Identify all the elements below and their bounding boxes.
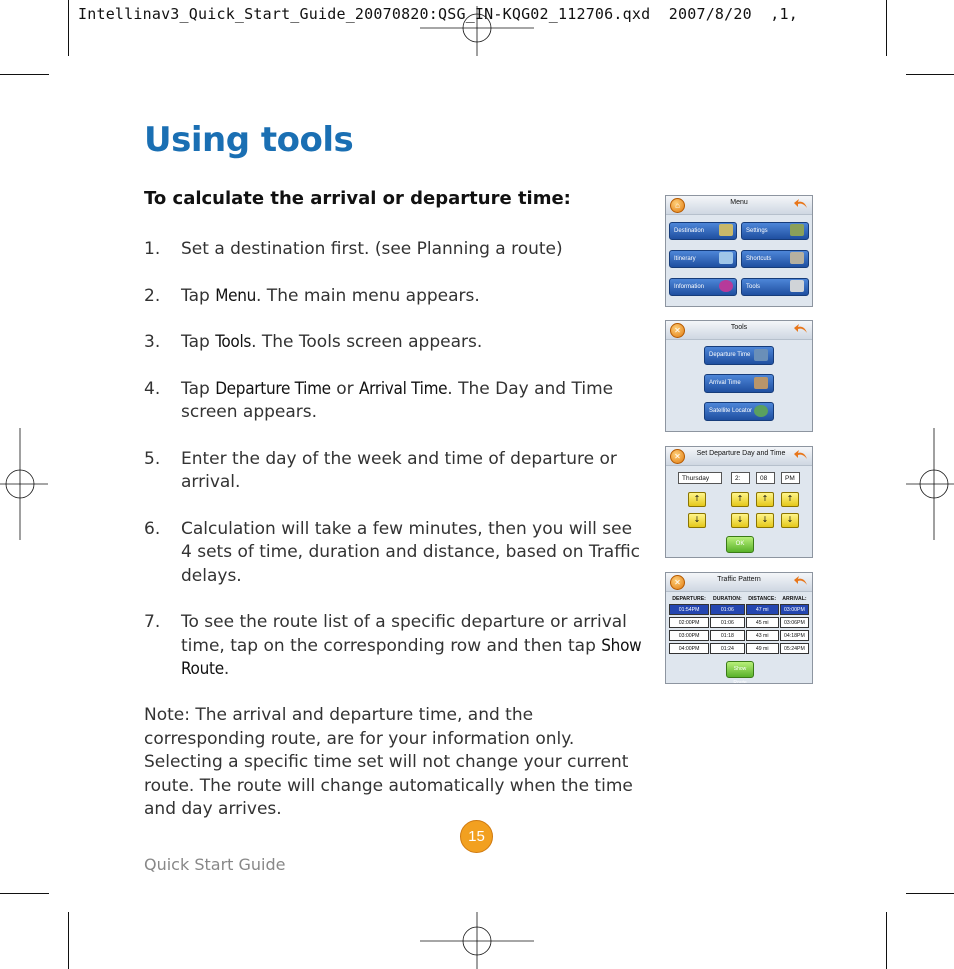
minute-field[interactable]: 08 — [756, 472, 775, 484]
itinerary-icon — [719, 252, 733, 264]
column-header: DURATION: — [712, 596, 742, 602]
table-cell: 49 mi — [746, 643, 779, 654]
show-route-button[interactable]: Show Route — [726, 661, 754, 678]
table-cell: 01:54PM — [669, 604, 709, 615]
day-down-arrow-icon[interactable]: ↓ — [688, 513, 706, 528]
tools-button[interactable]: Tools — [741, 278, 809, 296]
ampm-field[interactable]: PM — [781, 472, 800, 484]
home-icon: ⌂ — [670, 198, 685, 213]
ui-term-menu: Menu — [215, 285, 256, 306]
back-arrow-icon — [794, 324, 808, 335]
day-field[interactable]: Thursday — [678, 472, 722, 484]
crop-mark — [0, 74, 49, 75]
table-cell: 01:18 — [710, 630, 744, 641]
table-row[interactable] — [669, 630, 809, 641]
shortcuts-icon — [790, 252, 804, 264]
section-subhead: To calculate the arrival or departure time: — [144, 188, 571, 209]
ui-term-tools: Tools — [215, 332, 252, 352]
screen-title-bar — [666, 196, 812, 215]
minute-up-arrow-icon[interactable]: ↑ — [756, 492, 774, 507]
column-header: DISTANCE: — [748, 596, 777, 602]
table-cell: 03:00PM — [780, 604, 809, 615]
screenshot-traffic-pattern — [665, 572, 813, 684]
table-cell: 04:00PM — [669, 643, 709, 654]
hour-field[interactable]: 2: — [731, 472, 750, 484]
table-cell: 45 mi — [746, 617, 779, 628]
footer-label: Quick Start Guide — [144, 855, 286, 874]
step-text: . — [223, 659, 230, 679]
table-row[interactable] — [669, 617, 809, 628]
step-text: . The Tools screen appears. — [251, 332, 483, 352]
crop-mark — [886, 0, 887, 56]
screen-title-bar — [666, 573, 812, 592]
step-text: Enter the day of the week and time of departure or arrival. — [181, 448, 617, 492]
table-cell: 05:24PM — [780, 643, 809, 654]
hour-down-arrow-icon[interactable]: ↓ — [731, 513, 749, 528]
step-number: 5. — [144, 448, 161, 469]
screen-title: Traffic Pattern — [717, 576, 761, 583]
hour-up-arrow-icon[interactable]: ↑ — [731, 492, 749, 507]
table-cell: 01:24 — [710, 643, 744, 654]
table-cell: 03:06PM — [780, 617, 809, 628]
ampm-up-arrow-icon[interactable]: ↑ — [781, 492, 799, 507]
ui-term-departure-time: Departure Time — [215, 378, 331, 399]
map-icon — [719, 224, 733, 236]
minute-down-arrow-icon[interactable]: ↓ — [756, 513, 774, 528]
ui-term-arrival-time: Arrival Time — [359, 378, 448, 399]
house-icon — [754, 377, 768, 389]
step-item — [144, 331, 644, 355]
ok-button[interactable]: OK — [726, 536, 754, 553]
arrival-time-button[interactable]: Arrival Time — [704, 374, 774, 393]
step-text: To see the route list of a specific departure or arrival time, tap on the corresponding row and then tap — [181, 612, 627, 656]
settings-button[interactable]: Settings — [741, 222, 809, 240]
back-arrow-icon — [794, 199, 808, 210]
steps-list — [144, 238, 644, 705]
table-cell: 02:00PM — [669, 617, 709, 628]
settings-tools-icon — [790, 224, 804, 236]
table-cell: 04:18PM — [780, 630, 809, 641]
close-icon: ✕ — [670, 323, 685, 338]
step-text: or — [330, 378, 359, 399]
step-item — [144, 378, 644, 425]
step-item — [144, 238, 644, 262]
shortcuts-button[interactable]: Shortcuts — [741, 250, 809, 268]
step-text: . The Day and Time screen appears. — [181, 378, 614, 422]
wrench-icon — [790, 280, 804, 292]
information-button[interactable]: Information — [669, 278, 737, 296]
ampm-down-arrow-icon[interactable]: ↓ — [781, 513, 799, 528]
crop-mark — [68, 0, 69, 56]
crop-mark — [886, 912, 887, 969]
car-icon — [754, 349, 768, 361]
satellite-locator-button[interactable]: Satellite Locator — [704, 402, 774, 421]
step-number: 2. — [144, 285, 161, 306]
step-text: Tap — [181, 285, 216, 306]
step-text: Tap — [181, 332, 216, 352]
column-header: ARRIVAL: — [782, 596, 807, 602]
satellite-globe-icon — [754, 405, 768, 417]
back-arrow-icon — [794, 450, 808, 461]
table-cell: 01:06 — [710, 617, 744, 628]
table-cell: 03:00PM — [669, 630, 709, 641]
step-text: . The main menu appears. — [256, 285, 480, 306]
table-cell: 47 mi — [746, 604, 779, 615]
step-text: Calculation will take a few minutes, then you will see 4 sets of time, duration and distance, based on Traffic delays. — [181, 518, 641, 586]
departure-time-button[interactable]: Departure Time — [704, 346, 774, 365]
screenshot-tools — [665, 320, 813, 432]
step-item — [144, 611, 644, 682]
step-number: 7. — [144, 612, 161, 632]
screenshot-day-time — [665, 446, 813, 558]
step-item — [144, 285, 644, 309]
screen-title: Tools — [730, 324, 748, 331]
table-row[interactable] — [669, 643, 809, 654]
itinerary-button[interactable]: Itinerary — [669, 250, 737, 268]
step-number: 1. — [144, 239, 161, 259]
traffic-table — [668, 594, 810, 656]
step-number: 4. — [144, 378, 161, 399]
registration-mark-top — [420, 6, 534, 56]
screenshot-menu — [665, 195, 813, 307]
column-header: DEPARTURE: — [672, 596, 706, 602]
crop-mark — [0, 893, 49, 894]
registration-mark-left — [0, 428, 48, 540]
crop-mark — [906, 74, 954, 75]
screen-title-bar — [666, 447, 812, 466]
step-item — [144, 518, 644, 589]
close-icon: ✕ — [670, 575, 685, 590]
destination-button[interactable]: Destination — [669, 222, 737, 240]
registration-mark-bottom — [420, 912, 534, 969]
ui-term-show-route: Show Route — [181, 635, 642, 679]
table-row[interactable] — [669, 604, 809, 615]
screen-title: Menu — [730, 199, 748, 206]
screen-title: Set Departure Day and Time — [696, 450, 786, 457]
back-arrow-icon — [794, 576, 808, 587]
step-number: 6. — [144, 518, 161, 539]
step-text: Tap — [181, 378, 216, 399]
page-title: Using tools — [144, 120, 354, 160]
registration-mark-right — [906, 428, 954, 540]
step-number: 3. — [144, 332, 161, 352]
note-paragraph: Note: The arrival and departure time, and the corresponding route, are for your information only. Selecting a specific time set will not change your current route. The route will change automatically when the time and day arrives. — [144, 705, 633, 819]
info-bubble-icon — [719, 280, 733, 292]
table-cell: 43 mi — [746, 630, 779, 641]
screen-title-bar — [666, 321, 812, 340]
crop-mark — [906, 893, 954, 894]
step-text: Set a destination first. (see Planning a route) — [181, 239, 563, 259]
day-up-arrow-icon[interactable]: ↑ — [688, 492, 706, 507]
table-cell: 01:06 — [710, 604, 744, 615]
step-item — [144, 448, 644, 495]
crop-mark — [68, 912, 69, 969]
close-icon: ✕ — [670, 449, 685, 464]
print-slug: Intellinav3_Quick_Start_Guide_20070820:QSG_IN-KQG02_112706.qxd 2007/8/20 ,1, — [78, 5, 798, 23]
page-number-badge: 15 — [460, 820, 493, 853]
